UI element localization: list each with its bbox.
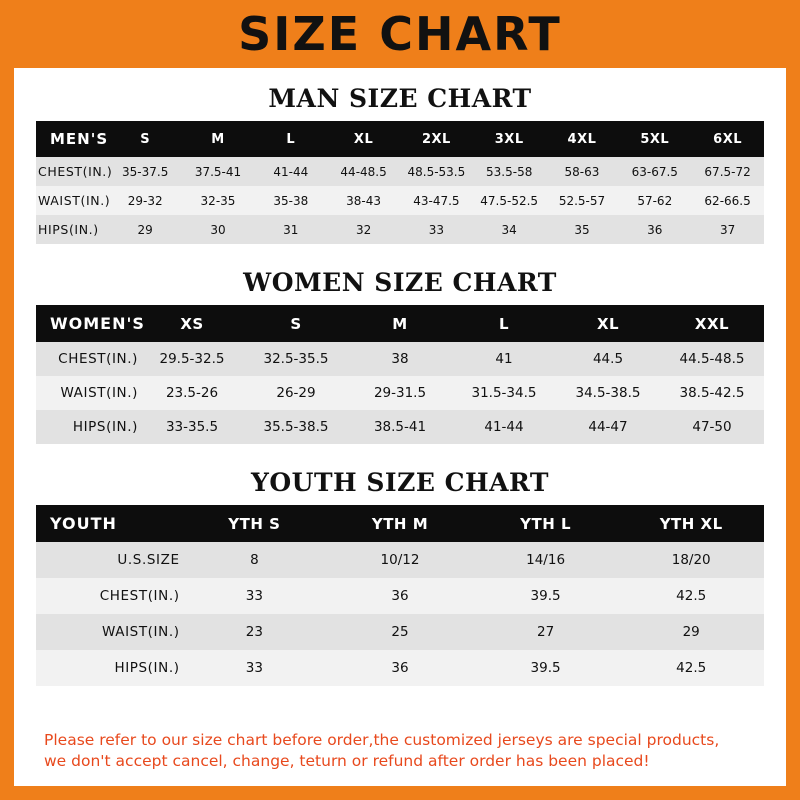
table-cell: 41-44 — [254, 157, 327, 186]
column-header: 6XL — [691, 121, 764, 157]
table-cell: 29 — [618, 614, 764, 650]
table-cell: 52.5-57 — [546, 186, 619, 215]
table-row — [36, 542, 764, 578]
table-cell: 57-62 — [618, 186, 691, 215]
table-row — [36, 410, 764, 444]
row-header: CHEST(IN.) — [36, 157, 109, 186]
row-header: U.S.SIZE — [36, 542, 182, 578]
column-header: XXL — [660, 305, 764, 342]
table-header-row — [36, 121, 764, 157]
women-section-title: WOMEN SIZE CHART — [243, 268, 557, 297]
column-header: YOUTH — [36, 505, 182, 542]
table-cell: 44-48.5 — [327, 157, 400, 186]
table-cell: 58-63 — [546, 157, 619, 186]
table-cell: 35.5-38.5 — [244, 410, 348, 444]
footer-note-line-1: Please refer to our size chart before order,the customized jerseys are special products, — [44, 731, 720, 750]
youth-section-title: YOUTH SIZE CHART — [251, 468, 549, 497]
table-cell: 39.5 — [473, 650, 619, 686]
column-header: YTH XL — [618, 505, 764, 542]
table-row — [36, 157, 764, 186]
column-header: 4XL — [546, 121, 619, 157]
table-cell: 26-29 — [244, 376, 348, 410]
table-cell: 47-50 — [660, 410, 764, 444]
column-header: XL — [556, 305, 660, 342]
table-cell: 32.5-35.5 — [244, 342, 348, 376]
column-header: M — [348, 305, 452, 342]
column-header: 2XL — [400, 121, 473, 157]
men-table-body — [36, 157, 764, 244]
table-cell: 18/20 — [618, 542, 764, 578]
table-cell: 38 — [348, 342, 452, 376]
table-row — [36, 215, 764, 244]
table-cell: 38-43 — [327, 186, 400, 215]
table-cell: 36 — [618, 215, 691, 244]
footer-note — [36, 718, 764, 786]
table-cell: 35-37.5 — [109, 157, 182, 186]
content-area — [14, 68, 786, 786]
header-band — [14, 0, 786, 68]
row-header: HIPS(IN.) — [36, 410, 140, 444]
column-header: M — [182, 121, 255, 157]
table-cell: 33 — [400, 215, 473, 244]
table-cell: 29-31.5 — [348, 376, 452, 410]
table-cell: 42.5 — [618, 578, 764, 614]
table-header-row — [36, 505, 764, 542]
table-row — [36, 650, 764, 686]
table-cell: 38.5-42.5 — [660, 376, 764, 410]
table-cell: 29.5-32.5 — [140, 342, 244, 376]
youth-table-body — [36, 542, 764, 686]
table-cell: 25 — [327, 614, 473, 650]
table-cell: 42.5 — [618, 650, 764, 686]
row-header: HIPS(IN.) — [36, 650, 182, 686]
table-cell: 39.5 — [473, 578, 619, 614]
men-size-table — [36, 121, 764, 244]
column-header: 5XL — [618, 121, 691, 157]
row-header: HIPS(IN.) — [36, 215, 109, 244]
table-cell: 34.5-38.5 — [556, 376, 660, 410]
table-cell: 62-66.5 — [691, 186, 764, 215]
table-cell: 43-47.5 — [400, 186, 473, 215]
table-cell: 38.5-41 — [348, 410, 452, 444]
table-row — [36, 376, 764, 410]
table-cell: 53.5-58 — [473, 157, 546, 186]
table-cell: 33 — [182, 578, 328, 614]
table-cell: 67.5-72 — [691, 157, 764, 186]
column-header: L — [452, 305, 556, 342]
table-cell: 23 — [182, 614, 328, 650]
women-table-body — [36, 342, 764, 444]
table-cell: 32 — [327, 215, 400, 244]
table-cell: 44.5-48.5 — [660, 342, 764, 376]
table-cell: 10/12 — [327, 542, 473, 578]
table-row — [36, 578, 764, 614]
table-cell: 37 — [691, 215, 764, 244]
footer-note-line-2: we don't accept cancel, change, teturn or refund after order has been placed! — [44, 752, 650, 771]
table-cell: 33 — [182, 650, 328, 686]
column-header: L — [254, 121, 327, 157]
table-row — [36, 614, 764, 650]
table-cell: 37.5-41 — [182, 157, 255, 186]
table-cell: 14/16 — [473, 542, 619, 578]
table-cell: 27 — [473, 614, 619, 650]
column-header: XL — [327, 121, 400, 157]
table-cell: 29 — [109, 215, 182, 244]
table-row — [36, 186, 764, 215]
table-cell: 36 — [327, 650, 473, 686]
table-cell: 33-35.5 — [140, 410, 244, 444]
table-cell: 30 — [182, 215, 255, 244]
row-header: CHEST(IN.) — [36, 578, 182, 614]
men-section-title: MAN SIZE CHART — [268, 84, 532, 113]
table-cell: 48.5-53.5 — [400, 157, 473, 186]
column-header: YTH L — [473, 505, 619, 542]
column-header: WOMEN'S — [36, 305, 140, 342]
women-table-head — [36, 305, 764, 342]
row-header: WAIST(IN.) — [36, 614, 182, 650]
column-header: YTH S — [182, 505, 328, 542]
table-cell: 44.5 — [556, 342, 660, 376]
table-cell: 34 — [473, 215, 546, 244]
table-header-row — [36, 305, 764, 342]
table-cell: 35 — [546, 215, 619, 244]
row-header: WAIST(IN.) — [36, 376, 140, 410]
table-cell: 31 — [254, 215, 327, 244]
table-cell: 41-44 — [452, 410, 556, 444]
women-size-table — [36, 305, 764, 444]
youth-size-table — [36, 505, 764, 686]
table-cell: 8 — [182, 542, 328, 578]
table-cell: 29-32 — [109, 186, 182, 215]
column-header: 3XL — [473, 121, 546, 157]
bottom-band — [14, 786, 786, 800]
table-row — [36, 342, 764, 376]
table-cell: 63-67.5 — [618, 157, 691, 186]
row-header: CHEST(IN.) — [36, 342, 140, 376]
table-cell: 36 — [327, 578, 473, 614]
table-cell: 47.5-52.5 — [473, 186, 546, 215]
table-cell: 32-35 — [182, 186, 255, 215]
column-header: MEN'S — [36, 121, 109, 157]
table-cell: 23.5-26 — [140, 376, 244, 410]
table-cell: 31.5-34.5 — [452, 376, 556, 410]
column-header: S — [244, 305, 348, 342]
page-title: SIZE CHART — [238, 7, 562, 61]
table-cell: 41 — [452, 342, 556, 376]
table-cell: 44-47 — [556, 410, 660, 444]
column-header: XS — [140, 305, 244, 342]
men-table-head — [36, 121, 764, 157]
column-header: YTH M — [327, 505, 473, 542]
column-header: S — [109, 121, 182, 157]
row-header: WAIST(IN.) — [36, 186, 109, 215]
table-cell: 35-38 — [254, 186, 327, 215]
youth-table-head — [36, 505, 764, 542]
